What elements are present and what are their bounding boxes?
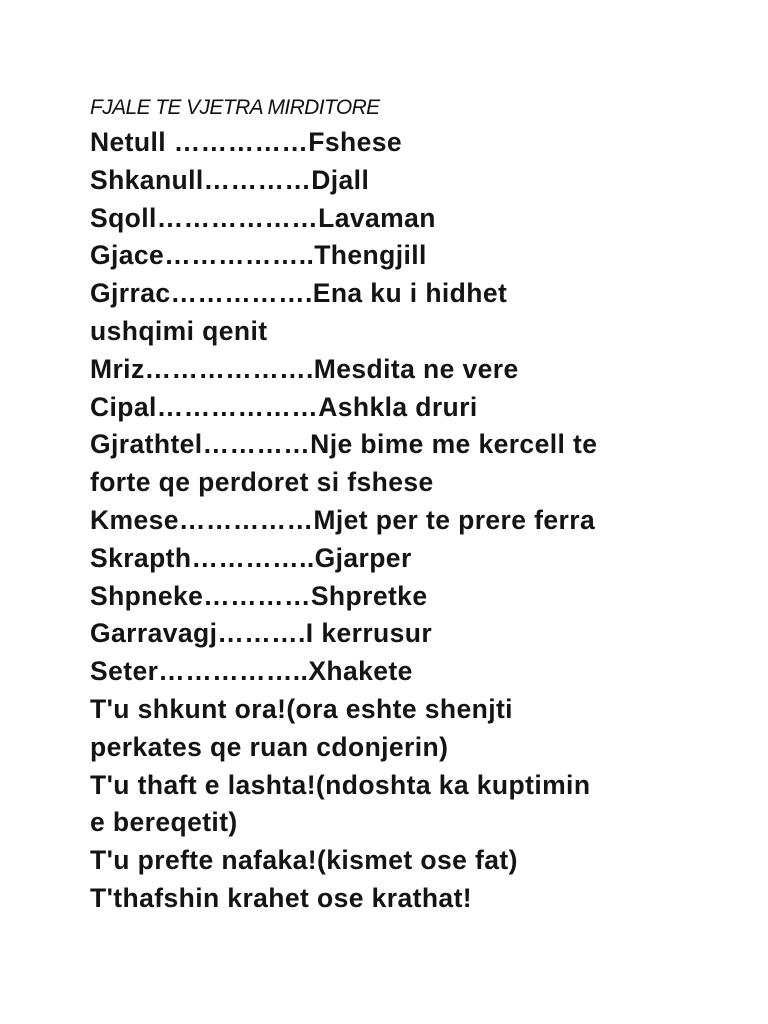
text-line: Cipal………………Ashkla druri xyxy=(90,391,478,422)
text-line: Seter……………..Xhakete xyxy=(90,656,413,687)
document-title: FJALE TE VJETRA MIRDITORE xyxy=(90,96,380,119)
word-list xyxy=(90,124,730,918)
text-line: perkates qe ruan cdonjerin) xyxy=(90,731,449,762)
text-line: T'thafshin krahet ose krathat! xyxy=(90,882,473,913)
text-line: Skrapth…………..Gjarper xyxy=(90,542,412,573)
text-line: Shkanull…………Djall xyxy=(90,164,370,195)
text-line: Shpneke…………Shpretke xyxy=(90,580,428,611)
text-line: T'u shkunt ora!(ora eshte shenjti xyxy=(90,693,513,724)
text-line: Gjrrac…………….Ena ku i hidhet xyxy=(90,278,508,309)
text-line: Sqoll………………Lavaman xyxy=(90,202,436,233)
text-line: ushqimi qenit xyxy=(90,315,268,346)
text-line: Garravagj……….I kerrusur xyxy=(90,618,433,649)
text-line: T'u thaft e lashta!(ndoshta ka kuptimin xyxy=(90,769,591,800)
text-line: Gjace……………..Thengjill xyxy=(90,240,427,271)
text-line: Mriz……………….Mesdita ne vere xyxy=(90,353,519,384)
text-line: Kmese……………Mjet per te prere ferra xyxy=(90,504,596,535)
text-line: forte qe perdoret si fshese xyxy=(90,467,434,498)
text-line: Netull ……………Fshese xyxy=(90,127,403,157)
text-line: e bereqetit) xyxy=(90,807,238,838)
text-line: Gjrathtel…………Nje bime me kercell te xyxy=(90,429,598,460)
text-line: T'u prefte nafaka!(kismet ose fat) xyxy=(90,845,518,876)
